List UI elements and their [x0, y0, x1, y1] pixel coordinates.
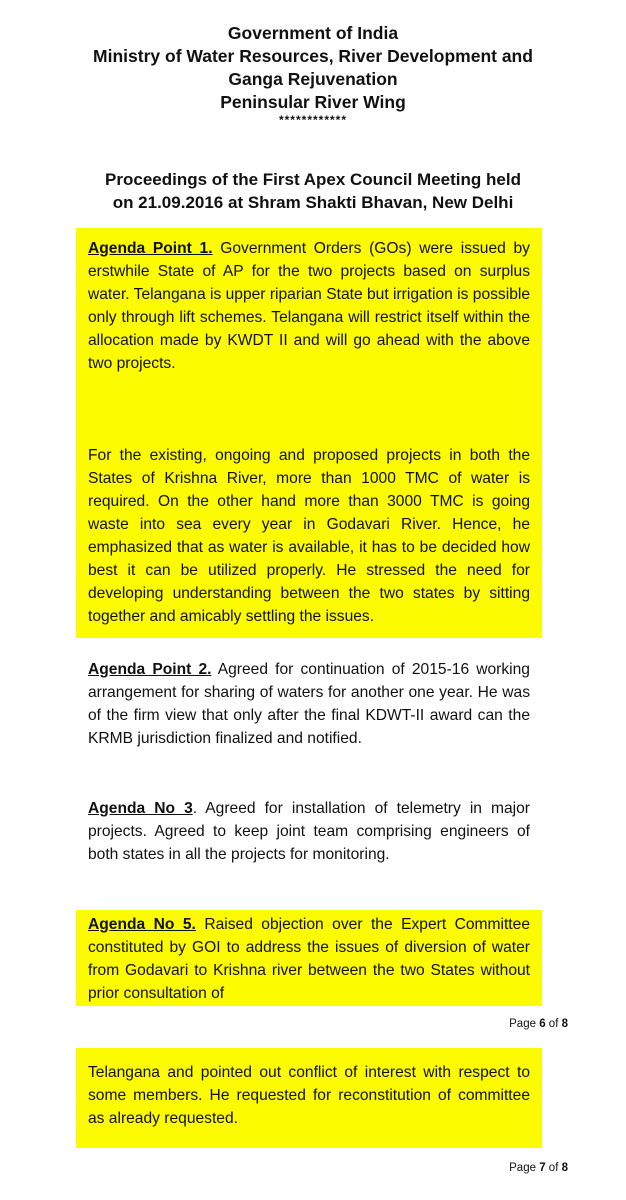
agenda3-text: . Agreed for installation of telemetry in major projects. Agreed to keep joint team comprising engineers of both states in all the projects for monitoring.	[88, 800, 530, 863]
agenda2-text: Agreed for continuation of 2015-16 working arrangement for sharing of waters for another one year. He was of the firm view that only after the final KDWT-II award can the KRMB jurisdiction finalized and notified.	[88, 661, 530, 747]
header-wing: Peninsular River Wing	[220, 92, 406, 112]
page-number-7: Page 7 of 8	[509, 1162, 568, 1174]
agenda5-label: Agenda No 5.	[88, 916, 196, 933]
proceedings-line1: Proceedings of the First Apex Council Meeting held	[105, 170, 521, 189]
header-stars: ************	[278, 113, 348, 127]
agenda1-paragraph	[88, 237, 530, 375]
agenda3-label: Agenda No 3	[88, 800, 193, 817]
header-ministry: Ministry of Water Resources, River Development and	[93, 46, 533, 66]
agenda2-paragraph	[88, 658, 530, 750]
agenda5-continued-paragraph: Telangana and pointed out conflict of interest with respect to some members. He requested for reconstitution of committee as already requested.	[88, 1064, 530, 1127]
agenda1-label: Agenda Point 1.	[88, 240, 213, 257]
page-number-6: Page 6 of 8	[509, 1018, 568, 1030]
agenda1-paragraph2: For the existing, ongoing and proposed projects in both the States of Krishna River, more than 1000 TMC of water is required. On the other hand more than 3000 TMC is going waste into sea every year in Godavari River. Hence, he emphasized that as water is available, it has to be decided how best it can be utilized properly. He stressed the need for developing understanding between the two states by sitting together and amicably settling the issues.	[88, 447, 530, 625]
agenda5-paragraph	[88, 913, 530, 1005]
document-header	[40, 22, 586, 126]
proceedings-title	[40, 168, 586, 214]
agenda2-label: Agenda Point 2.	[88, 661, 212, 678]
agenda3-paragraph	[88, 797, 530, 866]
header-ganga: Ganga Rejuvenation	[228, 69, 398, 89]
proceedings-line2: on 21.09.2016 at Shram Shakti Bhavan, New Delhi	[112, 193, 514, 212]
agenda1-text: Government Orders (GOs) were issued by erstwhile State of AP for the two projects based on surplus water. Telangana is upper riparian State but irrigation is possible only through lift schemes. Telangana will restrict itself within the allocation made by KWDT II and will go ahead with the above two projects.	[88, 240, 530, 372]
header-government: Government of India	[227, 23, 399, 43]
agenda5-text: Raised objection over the Expert Committee constituted by GOI to address the issues of diversion of water from Godavari to Krishna river between the two States without prior consultation of	[88, 916, 530, 1002]
